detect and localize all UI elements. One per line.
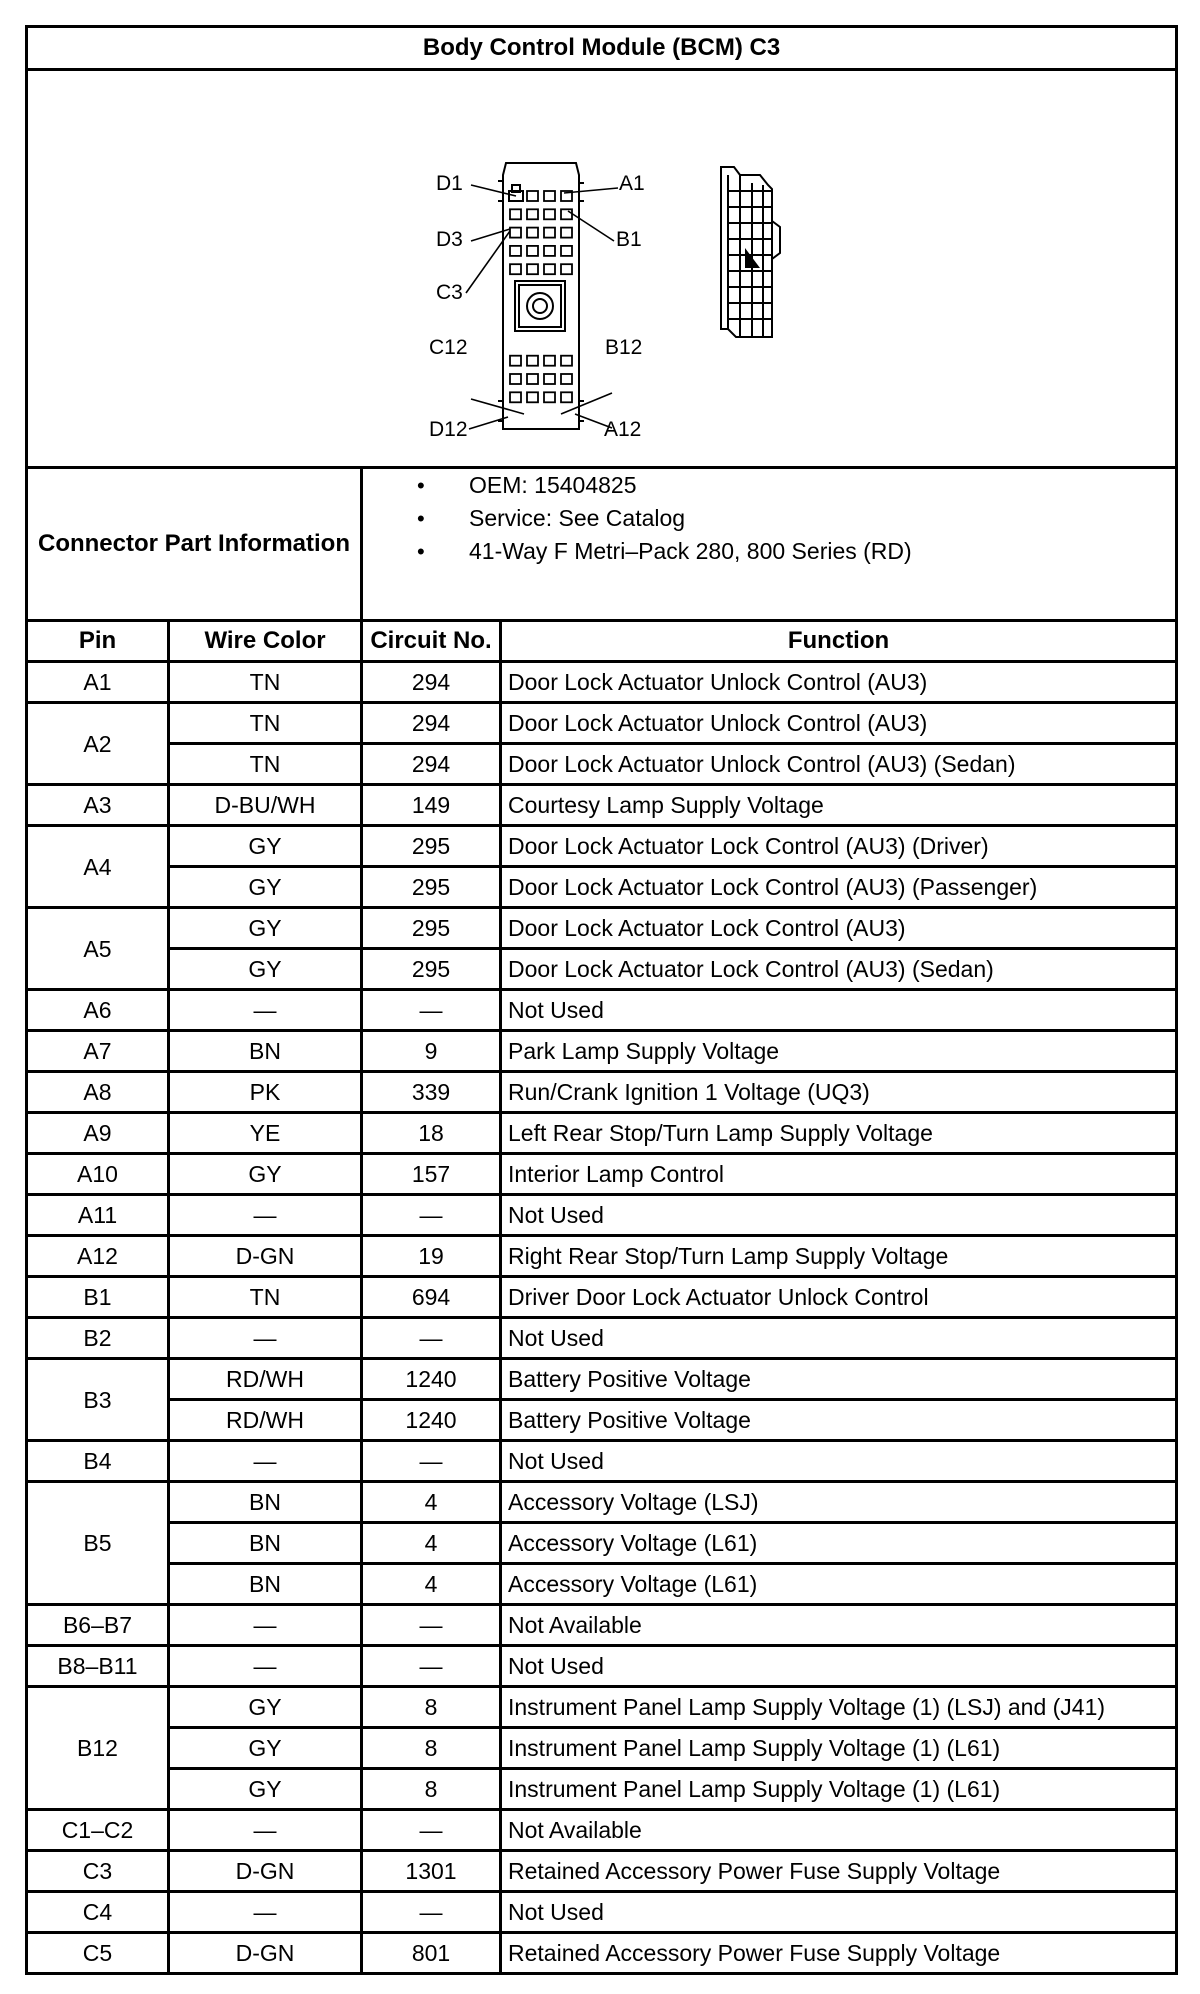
connector-info-service: • Service: See Catalog <box>363 502 1175 535</box>
function-cell: Door Lock Actuator Unlock Control (AU3) <box>501 703 1177 744</box>
table-row <box>27 744 1177 785</box>
wire-color-cell: TN <box>169 744 362 785</box>
circuit-cell: 157 <box>362 1154 501 1195</box>
circuit-cell: — <box>362 1605 501 1646</box>
table-row <box>27 1523 1177 1564</box>
function-cell: Accessory Voltage (L61) <box>501 1523 1177 1564</box>
function-cell: Run/Crank Ignition 1 Voltage (UQ3) <box>501 1072 1177 1113</box>
function-cell: Accessory Voltage (LSJ) <box>501 1482 1177 1523</box>
table-row <box>27 703 1177 744</box>
function-cell: Right Rear Stop/Turn Lamp Supply Voltage <box>501 1236 1177 1277</box>
circuit-cell: 19 <box>362 1236 501 1277</box>
wire-color-cell: BN <box>169 1564 362 1605</box>
column-header-function: Function <box>501 621 1177 662</box>
pin-cell: C3 <box>27 1851 169 1892</box>
circuit-cell: 4 <box>362 1482 501 1523</box>
function-cell: Retained Accessory Power Fuse Supply Voltage <box>501 1851 1177 1892</box>
circuit-cell: — <box>362 1646 501 1687</box>
pin-cavity <box>544 246 555 256</box>
table-row <box>27 1318 1177 1359</box>
function-cell: Retained Accessory Power Fuse Supply Voltage <box>501 1933 1177 1974</box>
circuit-cell: 4 <box>362 1564 501 1605</box>
pin-cell: B12 <box>27 1687 169 1810</box>
pin-cavity <box>527 246 538 256</box>
pin-rows <box>27 662 1177 1974</box>
pin-cell: B8–B11 <box>27 1646 169 1687</box>
wire-color-cell: BN <box>169 1523 362 1564</box>
pin-cell: A6 <box>27 990 169 1031</box>
table-row <box>27 785 1177 826</box>
column-header-wire-color: Wire Color <box>169 621 362 662</box>
wire-color-cell: — <box>169 1605 362 1646</box>
callout-d3: D3 <box>436 228 463 251</box>
function-cell: Instrument Panel Lamp Supply Voltage (1) (L61) <box>501 1769 1177 1810</box>
table-row <box>27 1482 1177 1523</box>
callout-c12: C12 <box>429 336 468 359</box>
pin-cavity <box>527 228 538 238</box>
function-cell: Not Used <box>501 1318 1177 1359</box>
wire-color-cell: — <box>169 1892 362 1933</box>
pin-cavity <box>544 374 555 384</box>
connector-diagram <box>28 71 1174 463</box>
pin-cavity <box>510 209 521 219</box>
table-row <box>27 1072 1177 1113</box>
callout-c3: C3 <box>436 281 463 304</box>
pin-cell: A8 <box>27 1072 169 1113</box>
circuit-cell: 8 <box>362 1728 501 1769</box>
connector-info-oem: • OEM: 15404825 <box>363 469 1175 502</box>
pin-cell: C1–C2 <box>27 1810 169 1851</box>
pin-callouts <box>429 172 645 441</box>
connector-info-label: Connector Part Information <box>27 468 362 621</box>
table-row <box>27 1236 1177 1277</box>
function-cell: Battery Positive Voltage <box>501 1400 1177 1441</box>
circuit-cell: 9 <box>362 1031 501 1072</box>
table-row <box>27 662 1177 703</box>
circuit-cell: 1301 <box>362 1851 501 1892</box>
callout-d1: D1 <box>436 172 463 195</box>
connector-table <box>25 25 1178 1975</box>
table-row <box>27 826 1177 867</box>
pin-cavity <box>561 374 572 384</box>
connector-face-drawing <box>498 163 584 429</box>
pin-cavity <box>510 246 521 256</box>
circuit-cell: — <box>362 1318 501 1359</box>
circuit-cell: — <box>362 1195 501 1236</box>
pin-cavity <box>510 356 521 366</box>
pin-cell: B6–B7 <box>27 1605 169 1646</box>
wire-color-cell: TN <box>169 703 362 744</box>
table-row <box>27 1113 1177 1154</box>
circuit-cell: 294 <box>362 703 501 744</box>
callout-b12: B12 <box>605 336 643 359</box>
wire-color-cell: GY <box>169 1154 362 1195</box>
wire-color-cell: GY <box>169 867 362 908</box>
pin-cavity <box>510 228 521 238</box>
pin-cavity <box>527 392 538 402</box>
pin-cell: A10 <box>27 1154 169 1195</box>
wire-color-cell: GY <box>169 1687 362 1728</box>
circuit-cell: 339 <box>362 1072 501 1113</box>
table-row <box>27 1441 1177 1482</box>
table-row <box>27 1810 1177 1851</box>
pin-cavity <box>561 264 572 274</box>
center-key-drawing <box>515 281 565 331</box>
wire-color-cell: TN <box>169 1277 362 1318</box>
pin-cavity <box>544 191 555 201</box>
wire-color-cell: D-BU/WH <box>169 785 362 826</box>
pin-cell: A2 <box>27 703 169 785</box>
function-cell: Not Used <box>501 1646 1177 1687</box>
circuit-cell: 294 <box>362 662 501 703</box>
pin-cell: A1 <box>27 662 169 703</box>
callout-a12: A12 <box>604 418 642 441</box>
pin-cell: A7 <box>27 1031 169 1072</box>
pin-cavity <box>527 264 538 274</box>
function-cell: Accessory Voltage (L61) <box>501 1564 1177 1605</box>
table-row <box>27 867 1177 908</box>
table-title: Body Control Module (BCM) C3 <box>27 27 1177 70</box>
wire-color-cell: GY <box>169 1728 362 1769</box>
circuit-cell: 694 <box>362 1277 501 1318</box>
table-row <box>27 1277 1177 1318</box>
pin-cell: B4 <box>27 1441 169 1482</box>
circuit-cell: 295 <box>362 826 501 867</box>
wire-color-cell: — <box>169 990 362 1031</box>
function-cell: Not Available <box>501 1810 1177 1851</box>
pin-cell: A5 <box>27 908 169 990</box>
pin-cell: A12 <box>27 1236 169 1277</box>
wire-color-cell: D-GN <box>169 1851 362 1892</box>
function-cell: Courtesy Lamp Supply Voltage <box>501 785 1177 826</box>
wire-color-cell: TN <box>169 662 362 703</box>
connector-side-drawing <box>721 167 780 337</box>
wire-color-cell: PK <box>169 1072 362 1113</box>
table-row <box>27 1892 1177 1933</box>
wire-color-cell: D-GN <box>169 1236 362 1277</box>
function-cell: Left Rear Stop/Turn Lamp Supply Voltage <box>501 1113 1177 1154</box>
wire-color-cell: GY <box>169 826 362 867</box>
column-header-pin: Pin <box>27 621 169 662</box>
function-cell: Not Used <box>501 990 1177 1031</box>
table-row <box>27 1400 1177 1441</box>
table-row <box>27 1154 1177 1195</box>
pin-cavity <box>544 264 555 274</box>
circuit-cell: 8 <box>362 1687 501 1728</box>
pin-cavity <box>544 209 555 219</box>
table-row <box>27 1851 1177 1892</box>
pin-cavity <box>527 191 538 201</box>
circuit-cell: 149 <box>362 785 501 826</box>
function-cell: Instrument Panel Lamp Supply Voltage (1) (L61) <box>501 1728 1177 1769</box>
pin-cavity <box>527 374 538 384</box>
function-cell: Door Lock Actuator Lock Control (AU3) (Driver) <box>501 826 1177 867</box>
pin-cavity <box>561 392 572 402</box>
function-cell: Not Used <box>501 1195 1177 1236</box>
table-row <box>27 990 1177 1031</box>
circuit-cell: 295 <box>362 949 501 990</box>
pin-cell: B2 <box>27 1318 169 1359</box>
function-cell: Not Available <box>501 1605 1177 1646</box>
pin-cavity <box>544 392 555 402</box>
wire-color-cell: YE <box>169 1113 362 1154</box>
pin-cavity <box>561 209 572 219</box>
pin-cell: A4 <box>27 826 169 908</box>
table-row <box>27 1359 1177 1400</box>
pin-cavity <box>561 228 572 238</box>
wire-color-cell: RD/WH <box>169 1359 362 1400</box>
connector-sheet <box>25 25 1175 1975</box>
table-row <box>27 1605 1177 1646</box>
function-cell: Instrument Panel Lamp Supply Voltage (1) (LSJ) and (J41) <box>501 1687 1177 1728</box>
pin-cavity <box>510 392 521 402</box>
pin-cavity <box>527 356 538 366</box>
wire-color-cell: — <box>169 1195 362 1236</box>
circuit-cell: — <box>362 1441 501 1482</box>
wire-color-cell: GY <box>169 949 362 990</box>
circuit-cell: 801 <box>362 1933 501 1974</box>
circuit-cell: 294 <box>362 744 501 785</box>
pin-cavity <box>544 228 555 238</box>
function-cell: Door Lock Actuator Lock Control (AU3) <box>501 908 1177 949</box>
wire-color-cell: RD/WH <box>169 1400 362 1441</box>
table-row <box>27 1646 1177 1687</box>
wire-color-cell: — <box>169 1441 362 1482</box>
table-row <box>27 1687 1177 1728</box>
function-cell: Driver Door Lock Actuator Unlock Control <box>501 1277 1177 1318</box>
circuit-cell: 8 <box>362 1769 501 1810</box>
pin-cell: A11 <box>27 1195 169 1236</box>
pin-cavity <box>527 209 538 219</box>
circuit-cell: 295 <box>362 908 501 949</box>
callout-b1: B1 <box>616 228 642 251</box>
wire-color-cell: D-GN <box>169 1933 362 1974</box>
function-cell: Door Lock Actuator Unlock Control (AU3) (Sedan) <box>501 744 1177 785</box>
function-cell: Door Lock Actuator Lock Control (AU3) (Sedan) <box>501 949 1177 990</box>
column-header-row <box>27 621 1177 662</box>
callout-d12: D12 <box>429 418 468 441</box>
function-cell: Battery Positive Voltage <box>501 1359 1177 1400</box>
function-cell: Door Lock Actuator Unlock Control (AU3) <box>501 662 1177 703</box>
function-cell: Not Used <box>501 1441 1177 1482</box>
pin-cell: A9 <box>27 1113 169 1154</box>
wire-color-cell: — <box>169 1646 362 1687</box>
connector-info-type: • 41-Way F Metri–Pack 280, 800 Series (RD) <box>363 535 1175 568</box>
pin-cell: B5 <box>27 1482 169 1605</box>
table-row <box>27 1195 1177 1236</box>
wire-color-cell: GY <box>169 1769 362 1810</box>
circuit-cell: — <box>362 1892 501 1933</box>
pin-cell: A3 <box>27 785 169 826</box>
pin-cell: B3 <box>27 1359 169 1441</box>
wire-color-cell: — <box>169 1318 362 1359</box>
pin-cavity <box>561 246 572 256</box>
wire-color-cell: BN <box>169 1031 362 1072</box>
connector-info-list <box>362 468 1177 621</box>
wire-color-cell: BN <box>169 1482 362 1523</box>
pin-cell: C5 <box>27 1933 169 1974</box>
pin-cell: B1 <box>27 1277 169 1318</box>
function-cell: Park Lamp Supply Voltage <box>501 1031 1177 1072</box>
connector-figure <box>27 70 1177 468</box>
circuit-cell: 4 <box>362 1523 501 1564</box>
wire-color-cell: GY <box>169 908 362 949</box>
pin-cavity <box>544 356 555 366</box>
table-row <box>27 1728 1177 1769</box>
pin-cavity <box>510 264 521 274</box>
circuit-cell: — <box>362 1810 501 1851</box>
function-cell: Door Lock Actuator Lock Control (AU3) (Passenger) <box>501 867 1177 908</box>
circuit-cell: — <box>362 990 501 1031</box>
function-cell: Not Used <box>501 1892 1177 1933</box>
callout-a1: A1 <box>619 172 645 195</box>
circuit-cell: 295 <box>362 867 501 908</box>
table-row <box>27 1769 1177 1810</box>
column-header-circuit: Circuit No. <box>362 621 501 662</box>
pin-cavity <box>561 356 572 366</box>
table-row <box>27 908 1177 949</box>
wire-color-cell: — <box>169 1810 362 1851</box>
table-row <box>27 1564 1177 1605</box>
pin-cell: C4 <box>27 1892 169 1933</box>
function-cell: Interior Lamp Control <box>501 1154 1177 1195</box>
table-row <box>27 1933 1177 1974</box>
table-row <box>27 1031 1177 1072</box>
pin-cavity <box>510 374 521 384</box>
leader-lines <box>466 185 618 429</box>
table-row <box>27 949 1177 990</box>
circuit-cell: 1240 <box>362 1400 501 1441</box>
circuit-cell: 1240 <box>362 1359 501 1400</box>
circuit-cell: 18 <box>362 1113 501 1154</box>
